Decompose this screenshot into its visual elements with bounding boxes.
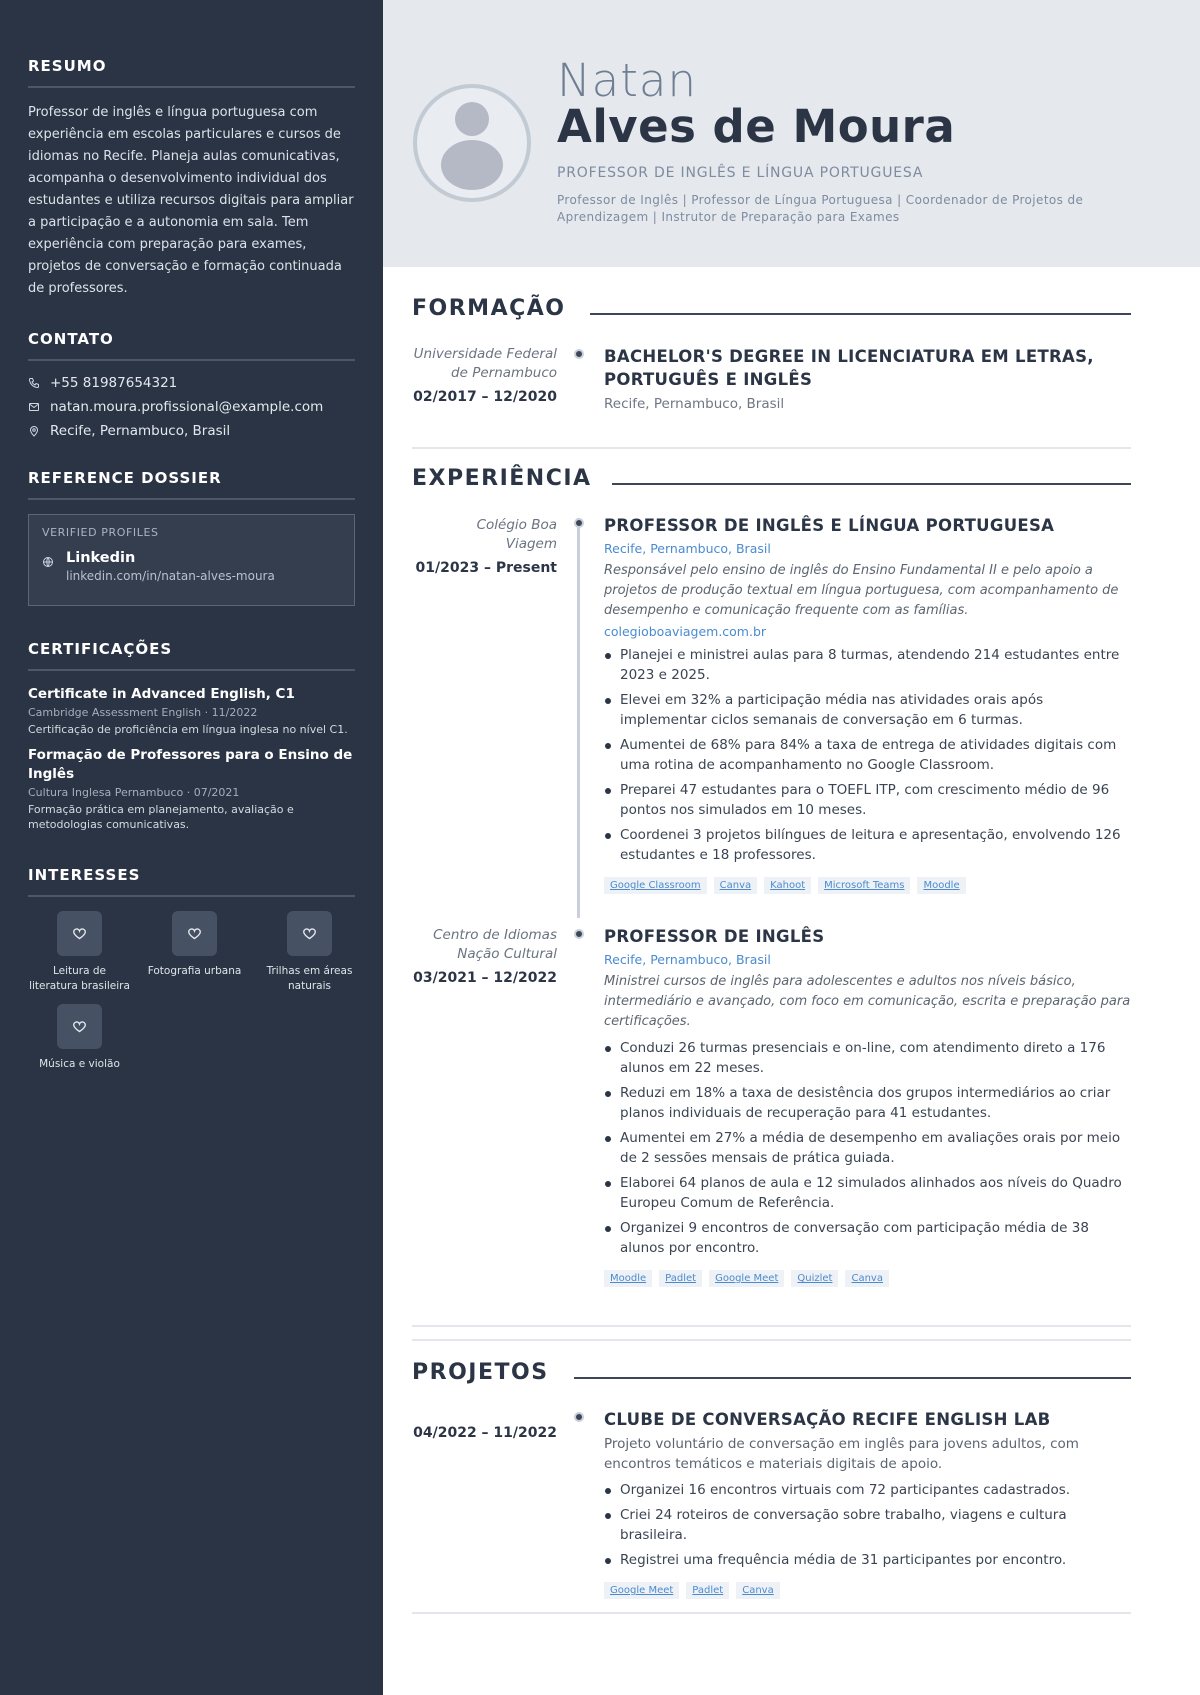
summary-heading: RESUMO [28,57,355,88]
project-meta [412,1419,557,1441]
experience-description: Ministrei cursos de inglês para adolescentes e adultos nos níveis básico, intermediário e avançado, com foco em comunicação, escrita e preparação para certificações. [604,974,1131,1029]
interest-item [258,911,361,994]
avatar-head-shape [455,102,489,136]
skill-tags [604,877,1131,894]
achievement-item: Coordenei 3 projetos bilíngues de leitura e apresentação, envolvendo 126 estudantes e 18 professores. [604,825,1131,865]
contact-list [28,375,355,439]
interest-item [143,911,246,994]
certifications-heading: CERTIFICAÇÕES [28,640,355,671]
skill-tag[interactable]: Google Meet [604,1582,679,1599]
education-institution: Universidade Federal de Pernambuco [413,346,557,381]
certification-description: Formação prática em planejamento, avaliação e metodologias comunicativas. [28,803,294,831]
verified-profiles-box [28,514,355,606]
achievement-item: Aumentei de 68% para 84% a taxa de entrega de atividades digitais com uma rotina de acompanhamento no Google Classroom. [604,735,1131,775]
achievement-item: Criei 24 roteiros de conversação sobre trabalho, viagens e cultura brasileira. [604,1505,1131,1545]
experience-location: Recife, Pernambuco, Brasil [604,541,771,556]
timeline-dot [574,349,584,359]
experience-dates: 03/2021 – 12/2022 [413,970,557,986]
skill-tag[interactable]: Padlet [686,1582,729,1599]
contact-phone[interactable] [28,375,355,391]
skill-tags [604,1582,1131,1599]
employer-website-link[interactable]: colegioboaviagem.com.br [604,624,767,639]
mail-icon [28,401,50,413]
certification-description: Certificação de proficiência em língua inglesa no nível C1. [28,723,348,736]
skill-tag[interactable]: Kahoot [764,877,811,894]
projects-section-header [412,1360,549,1385]
education-meta [412,345,557,405]
skill-tag[interactable]: Google Meet [709,1270,784,1287]
phone-icon [28,377,50,389]
section-divider [412,1325,1131,1327]
globe-icon [42,550,66,572]
skill-tag[interactable]: Google Classroom [604,877,707,894]
achievement-item: Elevei em 32% a participação média nas atividades orais após implementar ciclos semanais de conversação em 6 turmas. [604,690,1131,730]
interest-label: Fotografia urbana [147,965,242,977]
contact-email[interactable] [28,399,355,415]
certification-name: Certificate in Advanced English, C1 [28,686,295,702]
achievement-item: Organizei 16 encontros virtuais com 72 participantes cadastrados. [604,1480,1131,1500]
timeline-line [577,518,580,918]
achievement-item: Aumentei em 27% a média de desempenho em avaliações orais por meio de 2 sessões mensais de prática guiada. [604,1128,1131,1168]
experience-meta [412,926,557,986]
achievement-item: Registrei uma frequência média de 31 participantes por encontro. [604,1550,1131,1570]
skill-tags [604,1270,1131,1287]
map-pin-icon [28,425,50,437]
education-dates: 02/2017 – 12/2020 [413,389,557,405]
avatar [413,84,531,202]
achievement-list [604,1480,1131,1570]
first-name: Natan [557,54,697,107]
section-divider [412,1339,1131,1341]
achievement-item: Elaborei 64 planos de aula e 12 simulados alinhados aos níveis do Quadro Europeu Comum de Referência. [604,1173,1131,1213]
experience-entry [604,925,1131,1287]
education-heading: FORMAÇÃO [412,296,566,321]
education-entry [604,345,1131,412]
experience-position: PROFESSOR DE INGLÊS E LÍNGUA PORTUGUESA [604,516,1055,535]
linkedin-profile[interactable] [42,550,341,583]
certification-meta: Cambridge Assessment English · 11/2022 [28,706,258,719]
achievement-item: Preparei 47 estudantes para o TOEFL ITP, com crescimento médio de 96 pontos nos simulados em 10 meses. [604,780,1131,820]
skill-tag[interactable]: Moodle [917,877,965,894]
skill-tag[interactable]: Canva [736,1582,780,1599]
achievement-list [604,645,1131,865]
certification-meta: Cultura Inglesa Pernambuco · 07/2021 [28,786,240,799]
experience-location: Recife, Pernambuco, Brasil [604,952,771,967]
location-text: Recife, Pernambuco, Brasil [50,423,231,439]
verified-profiles-label: VERIFIED PROFILES [42,526,159,539]
project-entry [604,1408,1131,1599]
certification-item [28,746,355,832]
headline-role: PROFESSOR DE INGLÊS E LÍNGUA PORTUGUESA [557,165,924,181]
projects-heading: PROJETOS [412,1360,549,1385]
achievement-item: Planejei e ministrei aulas para 8 turmas, atendendo 214 estudantes entre 2023 e 2025. [604,645,1131,685]
experience-dates: 01/2023 – Present [415,560,557,576]
heart-icon [57,911,102,956]
resume-header [383,0,1200,267]
certification-name: Formação de Professores para o Ensino de Inglês [28,747,353,782]
heart-icon [287,911,332,956]
skill-tag[interactable]: Microsoft Teams [818,877,910,894]
experience-section-header [412,466,592,491]
project-name: CLUBE DE CONVERSAÇÃO RECIFE ENGLISH LAB [604,1410,1051,1429]
achievement-item: Organizei 9 encontros de conversação com participação média de 38 alunos por encontro. [604,1218,1131,1258]
heart-icon [172,911,217,956]
experience-heading-rule [612,483,1131,485]
timeline-dot [574,1412,584,1422]
project-description: Projeto voluntário de conversação em inglês para jovens adultos, com encontros temáticos e materiais digitais de apoio. [604,1436,1079,1472]
last-name: Alves de Moura [557,100,956,153]
experience-position: PROFESSOR DE INGLÊS [604,927,825,946]
avatar-body-shape [441,140,503,190]
experience-entry [604,514,1131,894]
experience-description: Responsável pelo ensino de inglês do Ensino Fundamental II e pelo apoio a projetos de produção textual em língua portuguesa, com acompanhamento de desempenho e comunicação frequente com as famílias. [604,563,1119,618]
interests-heading: INTERESSES [28,866,355,897]
achievement-list [604,1038,1131,1258]
timeline-dot [574,518,584,528]
skill-tag[interactable]: Padlet [659,1270,702,1287]
email-text: natan.moura.profissional@example.com [50,399,324,415]
experience-meta [412,516,557,576]
profile-url[interactable]: linkedin.com/in/natan-alves-moura [66,569,275,583]
skill-tag[interactable]: Canva [714,877,758,894]
timeline-dot [574,929,584,939]
education-degree: BACHELOR'S DEGREE IN LICENCIATURA EM LETRAS, PORTUGUÊS E INGLÊS [604,347,1094,389]
interest-item [28,1004,131,1072]
experience-employer: Centro de Idiomas Nação Cultural [433,927,557,962]
contact-location [28,423,355,439]
education-location: Recife, Pernambuco, Brasil [604,396,785,412]
education-heading-rule [590,313,1131,315]
interest-label: Trilhas em áreas naturais [266,965,353,992]
phone-text: +55 81987654321 [50,375,178,391]
interest-item [28,911,131,994]
interests-grid [28,911,355,1072]
skill-tag[interactable]: Quizlet [791,1270,838,1287]
interest-label: Leitura de literatura brasileira [29,965,130,992]
dossier-heading: REFERENCE DOSSIER [28,469,355,500]
skill-tag[interactable]: Moodle [604,1270,652,1287]
sidebar [0,0,383,1695]
education-section-header [412,296,565,321]
experience-heading: EXPERIÊNCIA [412,466,592,491]
section-divider [412,1612,1131,1614]
summary-text: Professor de inglês e língua portuguesa com experiência em escolas particulares e cursos de idiomas no Recife. Planeja aulas comunicativas, acompanha o desenvolvimento individual dos estudantes e utiliza recursos digitais para ampliar a participação e a autonomia em sala. Tem experiência com preparação para exames, projetos de conversação e formação continuada de professores. [28,105,354,296]
projects-heading-rule [574,1377,1131,1379]
skill-tag[interactable]: Canva [845,1270,889,1287]
achievement-item: Reduzi em 18% a taxa de desistência dos grupos intermediários ao criar planos individuais de recuperação para 41 estudantes. [604,1083,1131,1123]
section-divider [412,447,1131,449]
achievement-item: Conduzi 26 turmas presenciais e on-line, com atendimento direto a 176 alunos em 22 meses. [604,1038,1131,1078]
heart-icon [57,1004,102,1049]
contact-heading: CONTATO [28,330,355,361]
experience-employer: Colégio Boa Viagem [476,517,557,552]
certification-item [28,685,355,737]
certifications-list [28,685,355,832]
interest-label: Música e violão [39,1058,120,1070]
headline-roles-list: Professor de Inglês | Professor de Língua Portuguesa | Coordenador de Projetos de Aprendizagem | Instrutor de Preparação para Exames [557,193,1084,224]
project-dates: 04/2022 – 11/2022 [413,1425,557,1441]
profile-network: Linkedin [66,550,136,566]
